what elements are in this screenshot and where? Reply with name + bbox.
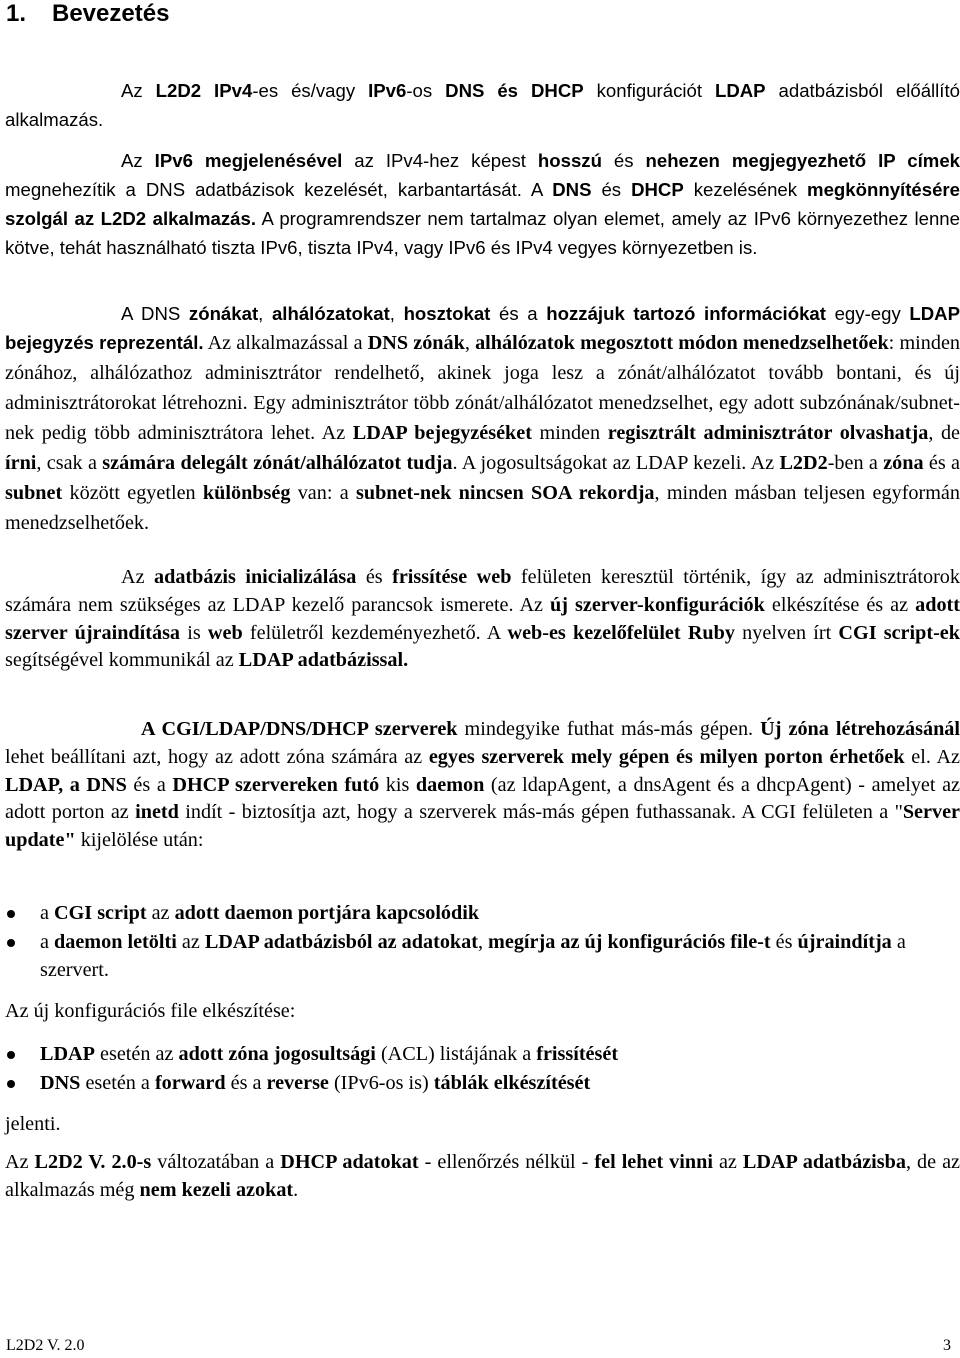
- text-run: A programrendszer nem tartalmaz olyan elemet, amely az IPv6 környezethez lenne kötve, tehát használható tiszta IPv6, tiszta IPv4, vagy IPv6 és IPv4 vegyes környezetben is.: [5, 208, 960, 258]
- text-run: DHCP adatokat: [280, 1151, 419, 1173]
- list-item-text: [40, 1072, 590, 1094]
- text-run: , de: [928, 422, 960, 444]
- text-run: írni: [5, 452, 37, 474]
- text-run: van: a: [290, 482, 356, 504]
- text-run: megkönnyítésére szolgál az L2D2 alkalmazás.: [5, 179, 960, 229]
- text-run: az: [176, 930, 205, 953]
- text-run: CGI script-ek: [838, 621, 960, 644]
- text-run: reverse: [266, 1071, 329, 1094]
- footer-page-number: 3: [943, 1337, 951, 1354]
- text-run: esetén az: [94, 1043, 179, 1065]
- text-run: és a: [225, 1071, 267, 1094]
- bullet-icon: [7, 910, 15, 918]
- text-run: - ellenőrzés nélkül -: [418, 1151, 595, 1173]
- text-run: DNS és DHCP: [445, 80, 584, 101]
- text-run: (IPv6-os is): [328, 1071, 434, 1094]
- text-run: LDAP adatbázisba: [742, 1151, 906, 1173]
- text-run: ,: [477, 930, 489, 953]
- text-run: adott daemon portjára kapcsolódik: [174, 902, 480, 924]
- text-run: ,: [258, 303, 272, 324]
- text-run: minden: [531, 422, 608, 444]
- text-run: , csak a: [36, 452, 103, 474]
- bullet-icon: [7, 939, 15, 947]
- text-run: a: [40, 930, 55, 953]
- text-run: A DNS: [121, 303, 189, 324]
- text-run: felületen keresztül történik, így az adminisztrátorok számára nem szükséges az LDAP kezelő parancsok ismerete. Az: [5, 566, 960, 616]
- text-run: felületről kezdeményezhető. A: [242, 621, 508, 644]
- list-item: [5, 928, 960, 985]
- text-run: subnet-nek nincsen SOA rekordja: [355, 482, 655, 504]
- section-title: Bevezetés: [52, 0, 170, 27]
- text-run: számára delegált zónát/alhálózatot tudja: [102, 452, 453, 474]
- text-run: el. Az: [904, 745, 960, 768]
- paragraph-intro: [5, 76, 960, 134]
- text-run: A CGI/LDAP/DNS/DHCP szerverek: [141, 718, 458, 740]
- text-run: is: [180, 621, 208, 644]
- text-run: jelenti.: [5, 1113, 61, 1135]
- paragraph-9: [5, 1149, 960, 1205]
- text-run: nem kezeli azokat: [139, 1178, 294, 1201]
- text-run: , de az alkalmazás még: [5, 1151, 960, 1201]
- text-run: regisztrált adminisztrátor olvashatja: [607, 422, 929, 444]
- text-run: -os: [406, 80, 446, 101]
- paragraph-3b: [5, 332, 960, 534]
- text-run: frissítését: [536, 1043, 619, 1065]
- text-run: és a: [490, 303, 547, 324]
- text-run: nyelven írt: [734, 621, 839, 644]
- text-run: web: [207, 621, 243, 644]
- text-run: DNS: [40, 1071, 81, 1094]
- text-run: -es és/vagy: [252, 80, 369, 101]
- text-run: -ben a: [827, 452, 884, 474]
- list-item: [5, 899, 960, 928]
- text-run: LDAP bejegyzéséket: [352, 422, 532, 444]
- text-run: .: [293, 1178, 299, 1201]
- text-run: egy-egy: [825, 303, 910, 324]
- section-number: 1.: [6, 0, 27, 27]
- text-run: változatában a: [151, 1151, 281, 1173]
- text-run: új szerver-konfigurációk: [550, 593, 765, 616]
- paragraph-config: [5, 997, 295, 1025]
- paragraph-5: [5, 564, 960, 675]
- text-run: hozzájuk tartozó információkat: [546, 303, 826, 324]
- text-run: zónákat: [188, 303, 259, 324]
- text-run: frissítése web: [392, 566, 512, 588]
- text-run: az: [712, 1151, 743, 1173]
- text-run: Az: [121, 150, 155, 171]
- text-run: és: [591, 179, 632, 200]
- text-run: lehet beállítani azt, hogy az adott zóna számára az: [5, 745, 429, 768]
- list-item-text: [40, 902, 479, 924]
- text-run: Az alkalmazással a: [203, 332, 368, 354]
- text-run: Server update": [5, 801, 960, 852]
- text-run: hosszú: [537, 150, 602, 171]
- text-run: esetén a: [80, 1071, 155, 1094]
- text-run: nehezen megjegyezhető IP címek: [645, 150, 960, 171]
- text-run: mindegyike futhat más-más gépen.: [457, 718, 761, 740]
- text-run: , minden másban teljesen egyformán menedzselhetőek.: [5, 482, 960, 534]
- text-run: Az: [121, 566, 154, 588]
- text-run: és a: [126, 773, 173, 796]
- text-run: fel lehet vinni: [594, 1151, 713, 1173]
- text-run: : minden zónához, alhálózathoz adminisztrátor rendelhető, akinek joga lesz a zónát/alhálózatot tovább bontani, és új adminisztrátorokat létrehozni. Egy adminisztrátor több zónát/alhálózatot menedzselhet, egy adott subzónának/subnet-nek pedig több adminisztrátora lehet.: [5, 332, 960, 444]
- text-run: kijelölése után:: [75, 829, 204, 852]
- text-run: indít - biztosítja azt, hogy a szerverek más-más gépen futhassanak. A CGI felületen a ": [178, 801, 903, 824]
- paragraph-2: [5, 146, 960, 262]
- text-run: Az: [5, 1151, 35, 1173]
- text-run: elkészítése és az: [764, 593, 916, 616]
- text-run: IPv6 megjelenésével: [154, 150, 343, 171]
- text-run: Az: [121, 80, 156, 101]
- bullet-icon: [7, 1080, 15, 1088]
- text-run: és: [601, 150, 646, 171]
- text-run: LDAP: [40, 1043, 95, 1065]
- text-run: L2D2: [779, 452, 828, 474]
- text-run: megírja az új konfigurációs file-t: [488, 930, 771, 953]
- text-run: az: [146, 902, 175, 924]
- text-run: a: [40, 902, 55, 924]
- text-run: adott zóna jogosultsági: [178, 1043, 376, 1065]
- text-run: daemon letölti: [54, 930, 177, 953]
- text-run: segítségével kommunikál az: [5, 649, 239, 672]
- text-run: LDAP bejegyzés reprezentál.: [5, 303, 960, 353]
- text-run: daemon: [415, 773, 485, 796]
- text-run: adatbázis inicializálása: [154, 566, 357, 588]
- text-run: egyes szerverek mely gépen és milyen porton érhetőek: [428, 745, 905, 768]
- text-run: subnet: [5, 482, 63, 504]
- list-item-text: [40, 1043, 618, 1065]
- text-run: kis: [379, 773, 416, 796]
- text-run: CGI script: [54, 902, 147, 924]
- text-run: és: [770, 930, 798, 953]
- text-run: DNS zónák: [367, 332, 465, 354]
- text-run: LDAP adatbázissal.: [238, 649, 409, 672]
- text-run: a szervert.: [40, 930, 906, 981]
- text-run: web-es kezelőfelület Ruby: [507, 621, 735, 644]
- text-run: Új zóna létrehozásánál: [760, 718, 960, 740]
- text-run: L2D2 V. 2.0-s: [34, 1151, 152, 1173]
- text-run: kezelésének: [683, 179, 808, 200]
- text-run: újraindítja: [797, 930, 892, 953]
- bullet-list-2: [5, 1040, 960, 1097]
- text-run: LDAP: [714, 80, 766, 101]
- paragraph-ipv6: [5, 146, 960, 262]
- footer-doc-title: L2D2 V. 2.0: [6, 1337, 85, 1354]
- paragraph-ldap: [5, 299, 960, 538]
- text-run: LDAP adatbázisból az adatokat: [204, 930, 478, 953]
- section-heading: [6, 0, 169, 28]
- text-run: Az új konfigurációs file elkészítése:: [5, 1000, 296, 1022]
- list-item-text: [40, 931, 906, 982]
- text-run: IPv6: [368, 80, 407, 101]
- text-run: DHCP: [631, 179, 684, 200]
- paragraph-web: [5, 564, 960, 675]
- text-run: között egyetlen: [62, 482, 203, 504]
- text-run: LDAP, a DNS: [5, 773, 127, 796]
- paragraph-jelenti: [5, 1110, 61, 1138]
- text-run: az IPv4-hez képest: [342, 150, 538, 171]
- bullet-list-1: [5, 899, 960, 985]
- text-run: és: [356, 566, 393, 588]
- text-run: konfigurációt: [583, 80, 715, 101]
- text-run: megnehezítik a DNS adatbázisok kezelését, karbantartását. A: [5, 179, 553, 200]
- text-run: táblák elkészítését: [433, 1071, 591, 1094]
- text-run: (ACL) listájának a: [375, 1043, 537, 1065]
- paragraph-3: [5, 299, 960, 538]
- bullet-icon: [7, 1051, 15, 1059]
- text-run: inetd: [135, 801, 179, 824]
- text-run: . A jogosultságokat az LDAP kezeli. Az: [452, 452, 780, 474]
- list-item: [5, 1040, 960, 1069]
- text-run: Az: [321, 422, 353, 444]
- text-run: L2D2 IPv4: [155, 80, 253, 101]
- text-run: különbség: [202, 482, 291, 504]
- text-run: ,: [389, 303, 404, 324]
- text-run: alhálózatok megosztott módon menedzselhetőek: [475, 332, 889, 354]
- list-item: [5, 1069, 960, 1098]
- text-run: DNS: [552, 179, 592, 200]
- text-run: hosztokat: [403, 303, 491, 324]
- text-run: adatbázisból előállító alkalmazás.: [5, 80, 960, 130]
- text-run: alhálózatokat: [271, 303, 390, 324]
- paragraph-1: [5, 76, 960, 134]
- text-run: zóna: [883, 452, 924, 474]
- text-run: forward: [154, 1071, 226, 1094]
- paragraph-servers: [5, 716, 960, 855]
- text-run: adott szerver újraindítása: [5, 593, 960, 644]
- text-run: ,: [464, 332, 476, 354]
- text-run: és a: [923, 452, 960, 474]
- paragraph-version: [5, 1149, 960, 1205]
- text-run: (az ldapAgent, a dnsAgent és a dhcpAgent) - amelyet az adott porton az: [5, 773, 960, 824]
- paragraph-6: [5, 716, 960, 855]
- text-run: DHCP szervereken futó: [172, 773, 380, 796]
